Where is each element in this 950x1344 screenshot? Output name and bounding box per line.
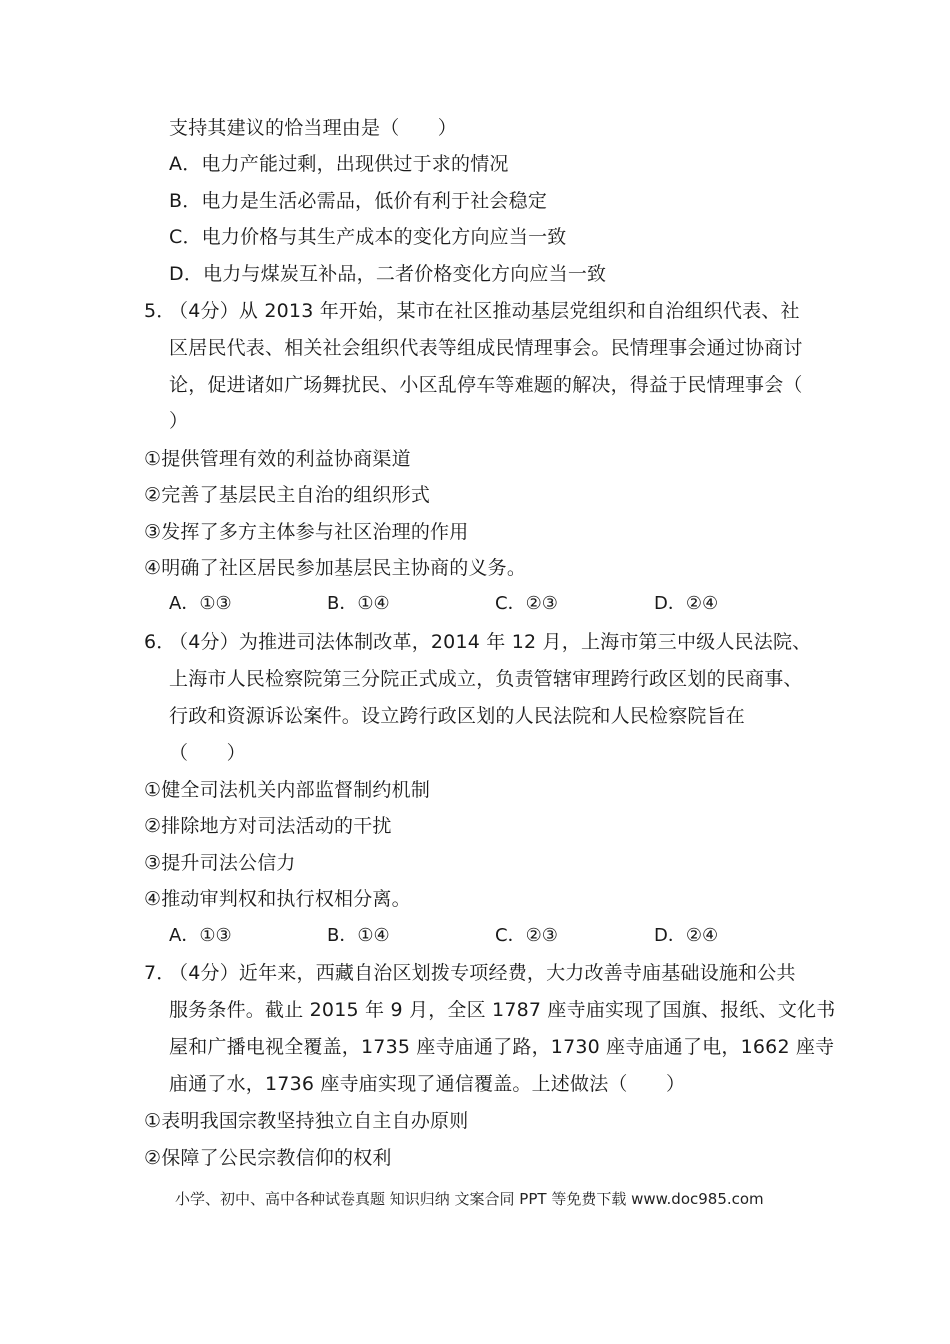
q4-option-d: D．电力与煤炭互补品，二者价格变化方向应当一致	[169, 263, 607, 285]
q7-statement-2: ②保障了公民宗教信仰的权利	[144, 1147, 392, 1169]
q6-statement-3: ③提升司法公信力	[144, 852, 296, 874]
q7-statement-1: ①表明我国宗教坚持独立自主自办原则	[144, 1110, 469, 1132]
q4-option-c: C．电力价格与其生产成本的变化方向应当一致	[169, 226, 567, 248]
q6-statement-2: ②排除地方对司法活动的干扰	[144, 815, 392, 837]
q6-choice-c: C．②③	[495, 925, 558, 946]
q5-statement-2: ②完善了基层民主自治的组织形式	[144, 484, 431, 506]
q5-choice-a: A．①③	[169, 593, 232, 614]
q6-stem-line-2: 上海市人民检察院第三分院正式成立，负责管辖审理跨行政区划的民商事、	[169, 668, 803, 690]
q5-choice-d: D．②④	[654, 593, 719, 614]
q5-choice-b: B．①④	[327, 593, 390, 614]
q5-stem-line-1: （4分）从 2013 年开始，某市在社区推动基层党组织和自治组织代表、社	[169, 300, 800, 322]
q6-statement-1: ①健全司法机关内部监督制约机制	[144, 779, 431, 801]
q6-choices	[169, 924, 769, 948]
q4-stem-end: 支持其建议的恰当理由是（ ）	[169, 117, 458, 139]
q7-stem-line-2: 服务条件。截止 2015 年 9 月，全区 1787 座寺庙实现了国旗、报纸、文化书	[169, 999, 836, 1021]
q6-statement-4: ④推动审判权和执行权相分离。	[144, 888, 411, 910]
q7-stem-line-3: 屋和广播电视全覆盖，1735 座寺庙通了路，1730 座寺庙通了电，1662 座寺	[169, 1036, 835, 1058]
q5-stem-line-4: ）	[169, 410, 189, 432]
q7-stem-line-4: 庙通了水，1736 座寺庙实现了通信覆盖。上述做法（ ）	[169, 1073, 686, 1095]
q7-number: 7．	[144, 962, 176, 984]
q5-statement-3: ③发挥了多方主体参与社区治理的作用	[144, 521, 469, 543]
q4-option-a: A．电力产能过剩，出现供过于求的情况	[169, 153, 509, 175]
q6-stem-line-1: （4分）为推进司法体制改革，2014 年 12 月，上海市第三中级人民法院、	[169, 631, 812, 653]
q6-choice-b: B．①④	[327, 925, 390, 946]
q4-option-b: B．电力是生活必需品，低价有利于社会稳定	[169, 190, 548, 212]
q6-choice-d: D．②④	[654, 925, 719, 946]
q7-stem-line-1: （4分）近年来，西藏自治区划拨专项经费，大力改善寺庙基础设施和公共	[169, 962, 796, 984]
page-footer: 小学、初中、高中各种试卷真题 知识归纳 文案合同 PPT 等免费下载 www.doc985.com	[175, 1190, 764, 1208]
q5-number: 5．	[144, 300, 176, 322]
q6-number: 6．	[144, 631, 176, 653]
q5-statement-4: ④明确了社区居民参加基层民主协商的义务。	[144, 557, 527, 579]
q5-stem-line-2: 区居民代表、相关社会组织代表等组成民情理事会。民情理事会通过协商讨	[169, 337, 803, 359]
q6-stem-line-3: 行政和资源诉讼案件。设立跨行政区划的人民法院和人民检察院旨在	[169, 705, 746, 727]
q6-choice-a: A．①③	[169, 925, 232, 946]
q6-stem-line-4: （ ）	[169, 742, 246, 764]
q5-stem-line-3: 论，促进诸如广场舞扰民、小区乱停车等难题的解决，得益于民情理事会（	[169, 374, 803, 396]
q5-choice-c: C．②③	[495, 593, 558, 614]
q5-choices	[169, 592, 769, 616]
q5-statement-1: ①提供管理有效的利益协商渠道	[144, 448, 411, 470]
